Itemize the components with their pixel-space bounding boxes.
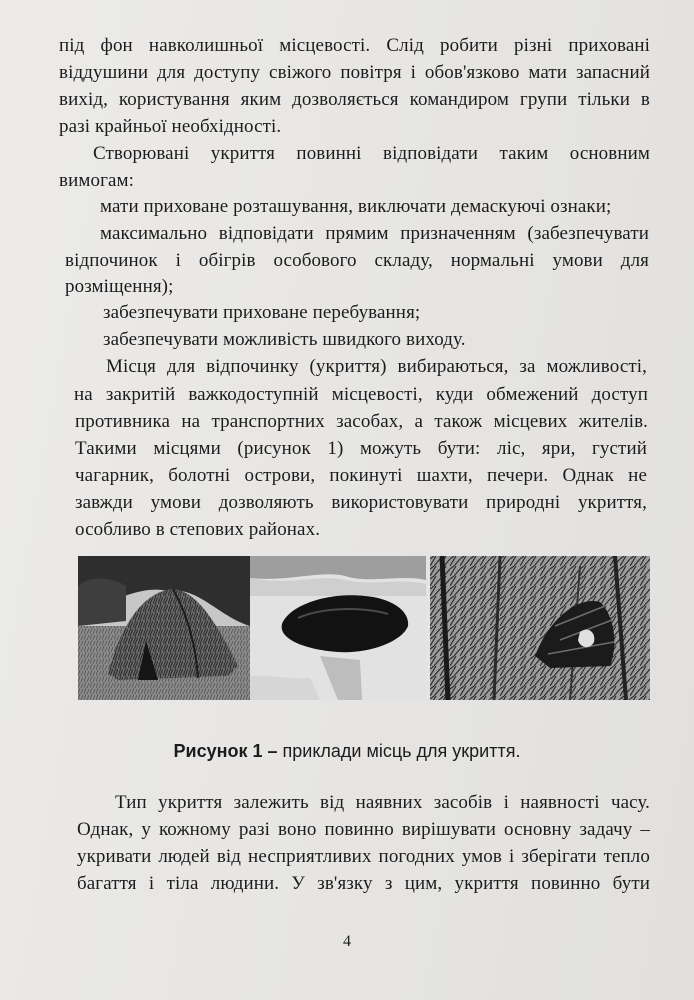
text-line: Однак, у кожному разі воно повинно вирішувати основну задачу –	[77, 819, 650, 840]
text-line: Місця для відпочинку (укриття) вибираються, за можливості,	[106, 356, 647, 377]
text-line: вихід, користування яким дозволяється командиром групи тільки в	[59, 89, 650, 110]
page-number: 4	[343, 933, 351, 950]
text-line: вимогам:	[59, 170, 134, 191]
text-line: разі крайньої необхідності.	[59, 116, 282, 137]
photo-snow-shelter	[250, 556, 426, 700]
text-line: завжди умови дозволяють використовувати природні укриття,	[75, 492, 647, 513]
text-line: укривати людей від несприятливих погодних умов і зберігати тепло	[77, 846, 650, 867]
text-line: розміщення);	[65, 276, 174, 297]
requirement-item: максимально відповідати прямим призначенням (забезпечувати	[100, 223, 649, 244]
text-line: Такими місцями (рисунок 1) можуть бути: ліс, яри, густий	[75, 438, 647, 459]
text-line: противника на транспортних засобах, а також місцевих жителів.	[75, 411, 648, 432]
text-line: Створювані укриття повинні відповідати таким основним	[93, 143, 650, 164]
text-line: віддушини для доступу свіжого повітря і обов'язково мати запасний	[59, 62, 650, 83]
caption-label: Рисунок 1 –	[173, 741, 278, 761]
text-line: на закритій важкодоступній місцевості, куди обмежений доступ	[74, 384, 648, 405]
photo-forest-shelter	[430, 556, 650, 700]
text-line: особливо в степових районах.	[75, 519, 321, 540]
photo-branch-hut	[78, 556, 250, 700]
text-line: відпочинок і обігрів особового складу, нормальні умови для	[65, 250, 649, 271]
text-line: чагарник, болотні острови, покинуті шахти, печери. Однак не	[75, 465, 647, 486]
requirement-item: забезпечувати приховане перебування;	[103, 302, 421, 323]
requirement-item: забезпечувати можливість швидкого виходу.	[103, 329, 466, 350]
text-line: під фон навколишньої місцевості. Слід робити різні приховані	[59, 35, 650, 56]
text-line: Тип укриття залежить від наявних засобів і наявності часу.	[115, 792, 650, 813]
figure-photos	[78, 556, 650, 700]
requirement-item: мати приховане розташування, виключати демаскуючі ознаки;	[100, 196, 612, 217]
figure-caption	[0, 741, 694, 762]
caption-text: приклади місць для укриття.	[282, 741, 521, 761]
text-line: багаття і тіла людини. У зв'язку з цим, укриття повинно бути	[77, 873, 650, 894]
